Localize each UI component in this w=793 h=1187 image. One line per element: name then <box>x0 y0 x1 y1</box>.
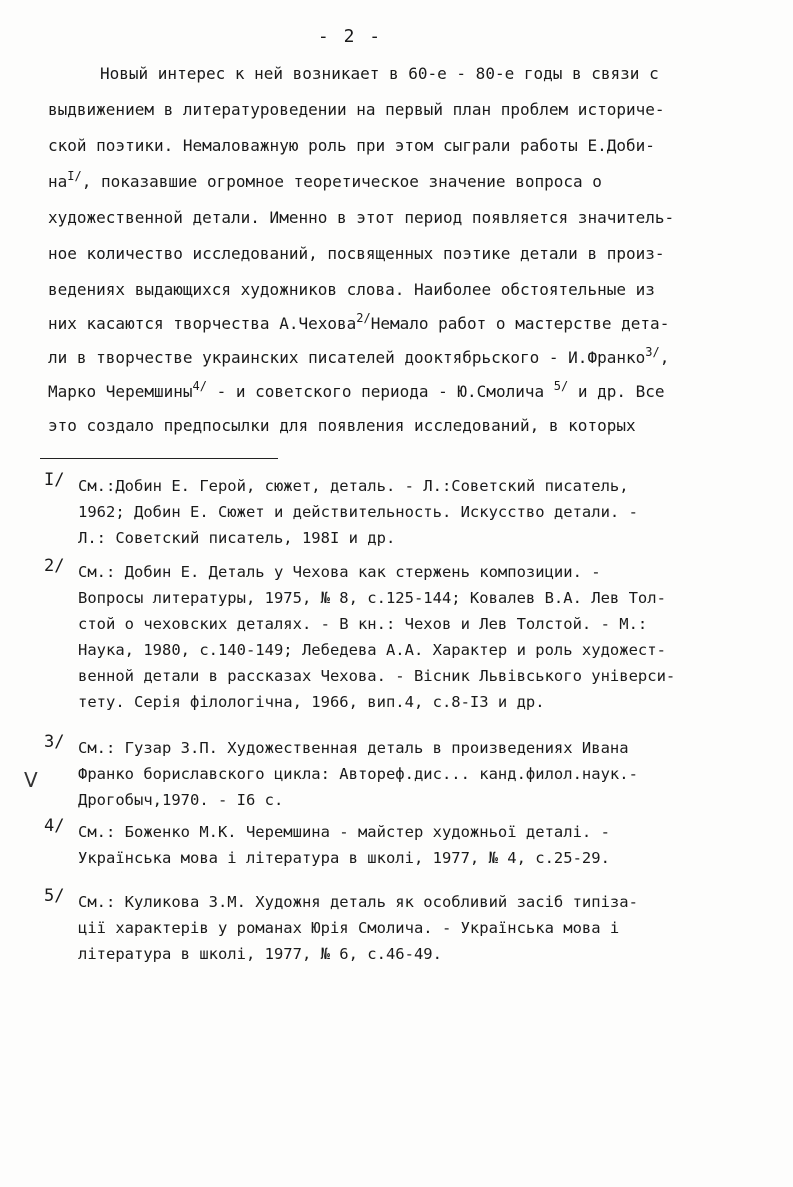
footnote-2-line-5: венной детали в рассказах Чехова. - Вісник Львівського універси- <box>78 667 676 685</box>
footnote-1-marker: I/ <box>44 470 65 490</box>
footnote-4-line-2: Українська мова і література в школі, 1977, № 4, с.25-29. <box>78 849 610 867</box>
footnote-5-marker: 5/ <box>44 886 65 906</box>
footnote-2-line-4: Наука, 1980, с.140-149; Лебедева А.А. Характер и роль художест- <box>78 641 666 659</box>
body-line-8-start: них касаются творчества А.Чехова <box>48 314 357 333</box>
body-line-10-start: Марко Черемшины <box>48 382 193 401</box>
footnote-3-marker: 3/ <box>44 732 65 752</box>
footnote-2-marker: 2/ <box>44 556 65 576</box>
body-line-8 <box>48 311 670 334</box>
footnote-ref-1: I/ <box>67 169 82 183</box>
footnote-separator <box>40 458 278 459</box>
footnote-3-line-2: Франко бориславского цикла: Автореф.дис... канд.филол.наук.- <box>78 765 638 783</box>
footnote-3-line-3: Дрогобыч,1970. - I6 с. <box>78 791 284 809</box>
footnote-5-line-2: ції характерів у романах Юрія Смолича. - Українська мова і <box>78 919 620 937</box>
body-line-9 <box>48 345 670 368</box>
body-line-11: это создало предпосылки для появления исследований, в которых <box>48 416 636 435</box>
footnote-5-line-3: література в школі, 1977, № 6, с.46-49. <box>78 945 442 963</box>
body-line-4-rest: , показавшие огромное теоретическое значение вопроса о <box>81 172 602 191</box>
body-line-10-rest: и др. Все <box>568 382 665 401</box>
footnote-2-line-3: стой о чеховских деталях. - В кн.: Чехов и Лев Толстой. - М.: <box>78 615 648 633</box>
footnote-4-line-1: См.: Боженко М.К. Черемшина - майстер художньої деталі. - <box>78 823 610 841</box>
footnote-ref-5: 5/ <box>553 379 569 393</box>
body-line-9-rest: , <box>659 348 670 367</box>
footnote-ref-3: 3/ <box>645 345 660 359</box>
body-line-8-rest: Немало работ о мастерстве дета- <box>370 314 670 333</box>
footnote-1-line-2: 1962; Добин Е. Сюжет и действительность. Искусство детали. - <box>78 503 638 521</box>
footnote-ref-2: 2/ <box>356 311 371 325</box>
footnote-2-line-2: Вопросы литературы, 1975, № 8, с.125-144; Ковалев В.А. Лев Тол- <box>78 589 666 607</box>
body-line-7: ведениях выдающихся художников слова. Наиболее обстоятельные из <box>48 280 655 299</box>
body-line-5: художественной детали. Именно в этот период появляется значитель- <box>48 208 675 227</box>
body-line-4 <box>48 169 602 192</box>
footnote-4-marker: 4/ <box>44 816 65 836</box>
footnote-1-line-1: См.:Добин Е. Герой, сюжет, деталь. - Л.:Советский писатель, <box>78 477 629 495</box>
footnote-2-line-1: См.: Добин Е. Деталь у Чехова как стержень композиции. - <box>78 563 601 581</box>
body-line-10 <box>48 379 665 402</box>
body-line-2: выдвижением в литературоведении на первый план проблем историче- <box>48 100 665 119</box>
body-line-10-mid: - и советского периода - Ю.Смолича <box>206 382 554 401</box>
footnote-5-line-1: См.: Куликова З.М. Художня деталь як особливий засіб типіза- <box>78 893 638 911</box>
footnote-3-line-1: См.: Гузар З.П. Художественная деталь в произведениях Ивана <box>78 739 629 757</box>
body-line-6: ное количество исследований, посвященных поэтике детали в произ- <box>48 244 665 263</box>
footnote-ref-4: 4/ <box>192 379 207 393</box>
footnote-1-line-3: Л.: Советский писатель, 198I и др. <box>78 529 396 547</box>
body-line-1: Новый интерес к ней возникает в 60-е - 80-е годы в связи с <box>100 64 659 83</box>
body-line-4-start: на <box>48 172 68 191</box>
body-line-3: ской поэтики. Немаловажную роль при этом сыграли работы Е.Доби- <box>48 136 655 155</box>
footnote-2-line-6: тету. Серія філологічна, 1966, вип.4, с.8-I3 и др. <box>78 693 545 711</box>
body-line-9-start: ли в творчестве украинских писателей дооктябрьского - И.Франко <box>48 348 646 367</box>
margin-check-mark: V <box>24 768 38 792</box>
page-number: - 2 - <box>317 26 383 47</box>
